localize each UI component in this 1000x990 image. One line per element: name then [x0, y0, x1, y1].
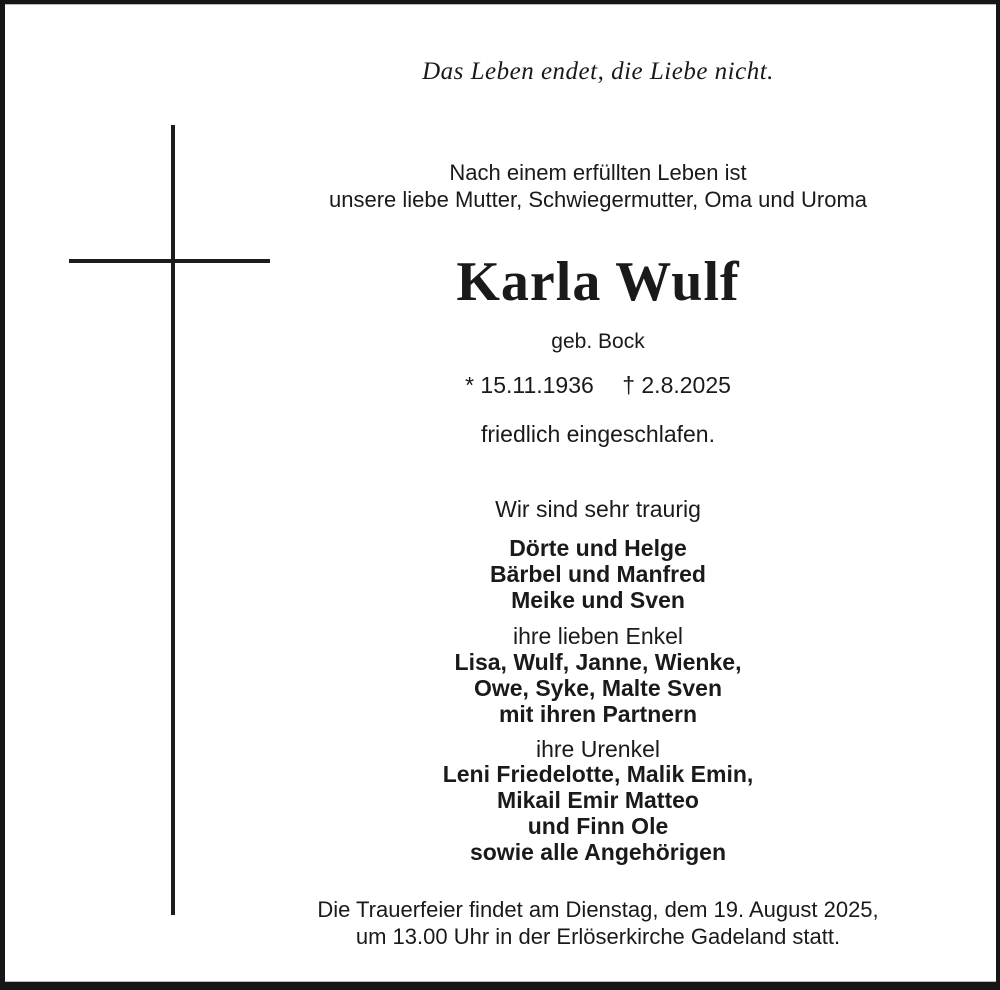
mourners-intro: Wir sind sehr traurig: [495, 496, 701, 522]
closing-line: friedlich eingeschlafen.: [481, 421, 715, 447]
frame-hairline-bottom: [5, 981, 996, 982]
grandchildren-line: Owe, Syke, Malte Sven: [473, 675, 722, 701]
birth-date: * 15.11.1936: [465, 372, 594, 398]
great-grandchildren-line: und Finn Ole: [527, 813, 669, 839]
intro-text: [196, 159, 1000, 213]
great-grandchildren-names: [196, 761, 1000, 865]
funeral-info: [196, 896, 1000, 950]
great-grandchildren-line: sowie alle Angehörigen: [469, 839, 727, 865]
child-name: Meike und Sven: [511, 587, 685, 613]
great-grandchildren-label: ihre Urenkel: [536, 736, 660, 762]
life-dates: [196, 372, 1000, 399]
grandchildren-line: mit ihren Partnern: [498, 701, 698, 727]
death-date: † 2.8.2025: [622, 372, 731, 398]
grandchildren-label: ihre lieben Enkel: [512, 623, 684, 649]
children-names: [196, 535, 1000, 613]
funeral-line-1: Die Trauerfeier findet am Dienstag, dem 19. August 2025,: [317, 897, 879, 922]
great-grandchildren-line: Mikail Emir Matteo: [497, 787, 699, 813]
epigraph-quote: Das Leben endet, die Liebe nicht.: [422, 58, 774, 85]
intro-line-2: unsere liebe Mutter, Schwiegermutter, Oma und Uroma: [328, 187, 868, 212]
deceased-name: Karla Wulf: [456, 251, 740, 313]
grandchildren-line: Lisa, Wulf, Janne, Wienke,: [454, 649, 742, 675]
frame-hairline-top: [5, 4, 996, 5]
intro-line-1: Nach einem erfüllten Leben ist: [449, 160, 747, 185]
child-name: Dörte und Helge: [509, 535, 687, 561]
maiden-name: geb. Bock: [551, 330, 645, 353]
great-grandchildren-line: Leni Friedelotte, Malik Emin,: [442, 761, 754, 787]
funeral-line-2: um 13.00 Uhr in der Erlöserkirche Gadeland statt.: [355, 924, 841, 949]
grandchildren-names: [196, 649, 1000, 727]
cross-vertical-bar: [171, 125, 175, 915]
child-name: Bärbel und Manfred: [490, 561, 706, 587]
